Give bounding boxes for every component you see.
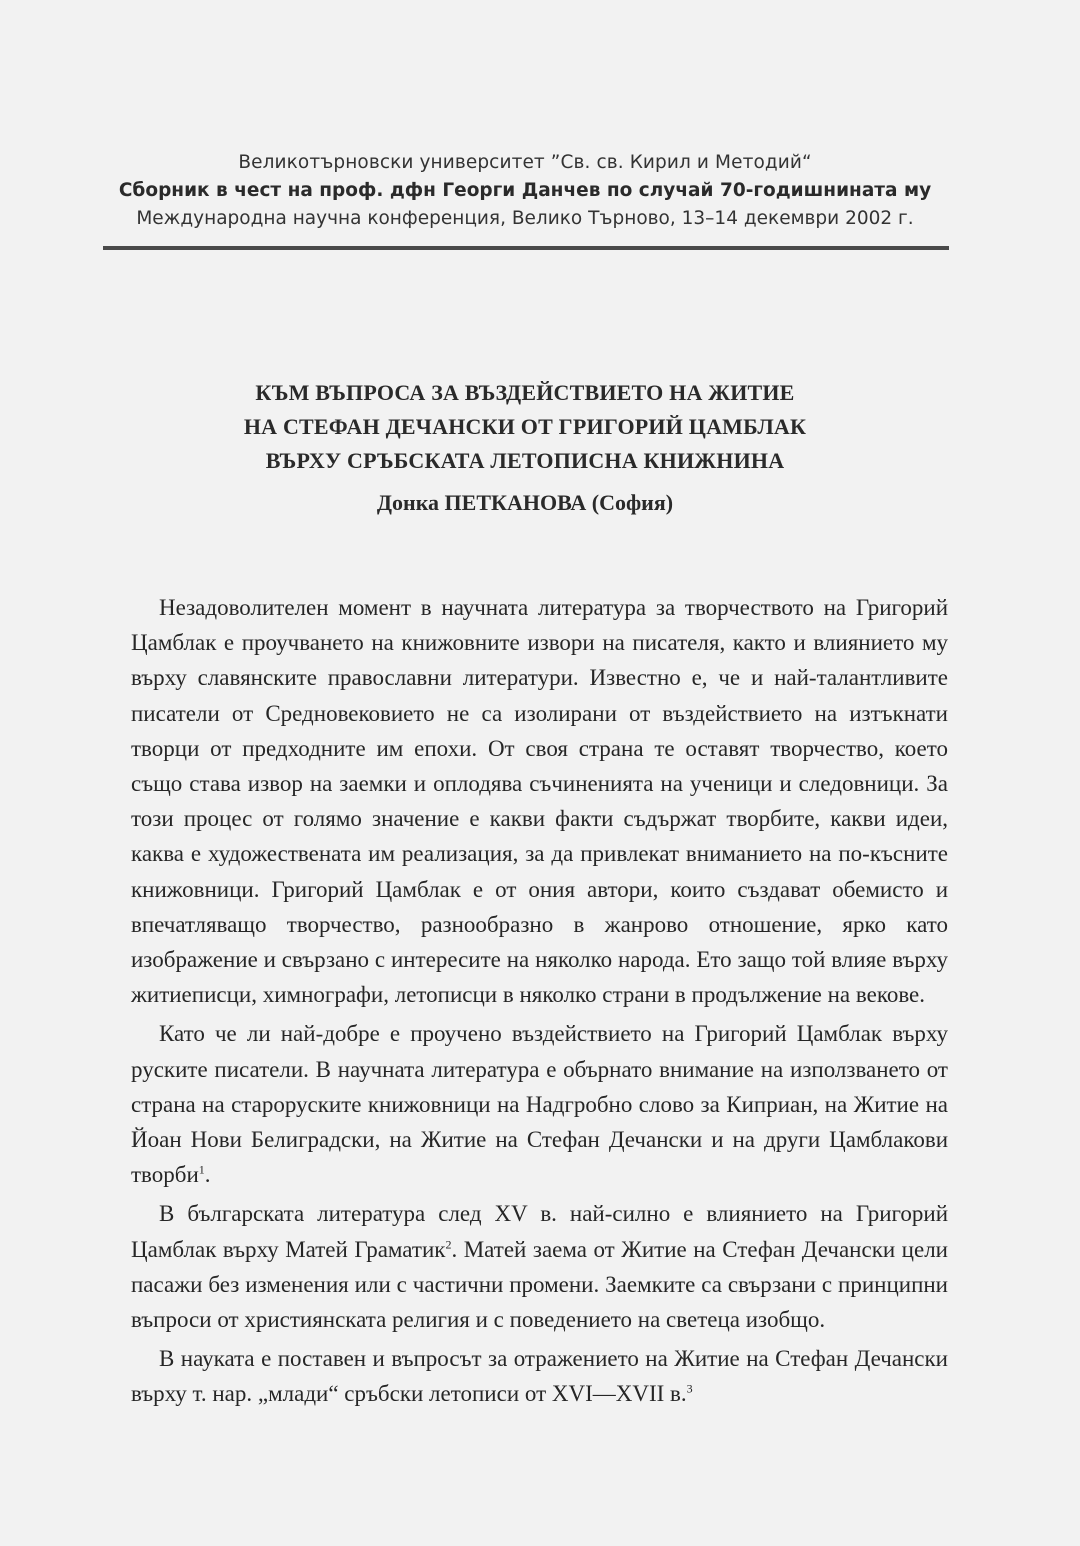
article-title-line: ВЪРХУ СРЪБСКАТА ЛЕТОПИСНА КНИЖНИНА [265,448,785,473]
journal-header-collection: Сборник в чест на проф. дфн Георги Данчев по случай 70-годишнината му [118,180,932,201]
paragraph-text: В българската литература след XV в. най-силно е влиянието на Григорий Цамблак върху Матей Граматик [131,1201,948,1262]
article-title-line: КЪМ ВЪПРОСА ЗА ВЪЗДЕЙСТВИЕТО НА ЖИТИЕ [255,380,795,405]
paragraph [131,1196,948,1337]
footnote-ref[interactable]: 3 [686,1381,693,1396]
paragraph [131,1341,948,1411]
footnote-ref[interactable]: 2 [445,1237,452,1251]
paragraph-text: . Матей заема от Житие на Стефан Дечански цели пасажи без изменения или с частични промени. Заемките са свързани с принципни въпроси от християнската религия и с поведението на светеца изобщо. [131,1236,948,1333]
paragraph [131,1016,948,1192]
journal-header-conference: Международна научна конференция, Велико Търново, 13–14 декември 2002 г. [136,208,914,229]
paragraph [131,590,948,1012]
article-title-line: НА СТЕФАН ДЕЧАНСКИ ОТ ГРИГОРИЙ ЦАМБЛАК [243,414,807,439]
footnote-ref[interactable]: 1 [198,1162,205,1177]
paragraph-text: Незадоволителен момент в научната литература за творчеството на Григорий Цамблак е проучването на книжовните извори на писателя, както и влиянието му върху славянските православни литератури. Известно е, че и най-талантливите писатели от Средновековието не са изолирани от въздействието на изтъкнати творци от предходните им епохи. От своя страна те оставят творчество, което също става извор на заемки и оплодява съчиненията на ученици и следовници. За този процес от голямо значение е какви факти съдържат творбите, какви идеи, каква е художествената им реализация, за да привлекат вниманието на по-късните книжовници. Григорий Цамблак е от ония автори, които създават обемисто и впечатляващо творчество, разнообразно в жанрово отношение, ярко като изображение и свързано с интересите на няколко народа. Ето защо той влияе върху житиеписци, химнографи, летописци в няколко страни в продължение на векове. [131,595,948,1008]
paragraph-text: . [204,1162,211,1188]
article-body [131,590,948,1412]
article-author: Донка ПЕТКАНОВА (София) [376,490,674,515]
paragraph-text: Като че ли най-добре е проучено въздействието на Григорий Цамблак върху руските писатели. В научната литература е обърнато внимание на използването от страна на староруските книжовници на Надгробно слово за Киприан, на Житие на Йоан Нови Белиградски, на Житие на Стефан Дечански и на други Цамблакови творби [131,1021,948,1188]
paragraph-text: В науката е поставен и въпросът за отражението на Житие на Стефан Дечански върху т. нар. „млади“ сръбски летописи от XVI—XVII в. [131,1346,948,1407]
header-rule [103,246,949,250]
journal-header-university: Великотърновски университет ”Св. св. Кирил и Методий“ [238,152,812,173]
